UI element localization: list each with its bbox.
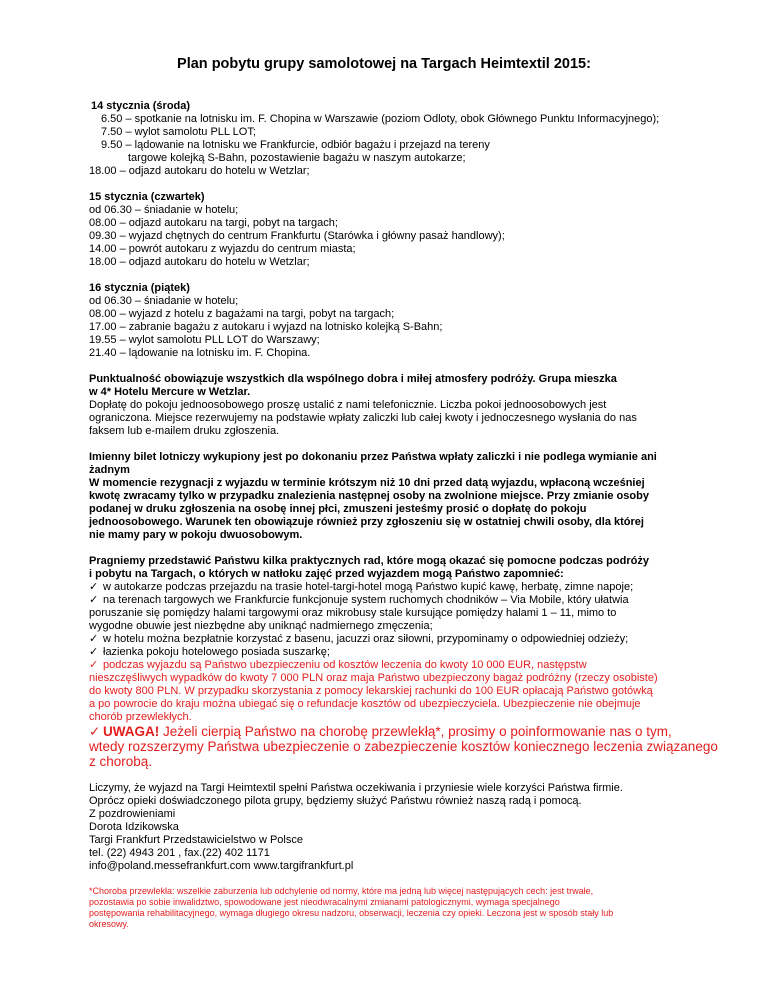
paragraph-line: i pobytu na Targach, o których w natłoku zajęć przed wyjazdem mogą Państwo zapomnieć: — [89, 568, 564, 580]
paragraph-line: w 4* Hotelu Mercure w Wetzlar. — [89, 386, 251, 398]
insurance-tip: ✓ podczas wyjazdu są Państwo ubezpieczeniu od kosztów leczenia do kwoty 10 000 EUR, następstw — [89, 659, 587, 671]
warning-notice: ✓ UWAGA! Jeżeli cierpią Państwo na chorobę przewlekłą*, prosimy o poinformowanie nas o tym, — [89, 724, 672, 739]
schedule-line: od 06.30 – śniadanie w hotelu; — [89, 204, 239, 216]
schedule-line: 9.50 – lądowanie na lotnisku we Frankfurcie, odbiór bagażu i przejazd na tereny — [101, 139, 490, 151]
footnote-line: *Choroba przewlekła: wszelkie zaburzenia lub odchylenie od normy, które ma jedną lub więcej następujących cech: jest trwałe, — [89, 886, 594, 896]
paragraph-line: ograniczona. Miejsce rezerwujemy na podstawie wpłaty zaliczki lub całej kwoty i jednoczesnego wysłania do nas — [89, 412, 637, 424]
schedule-line: 18.00 – odjazd autokaru do hotelu w Wetzlar; — [89, 165, 310, 177]
signature-greeting: Z pozdrowieniami — [89, 808, 176, 820]
tip-item-continued: wygodne obuwie jest niezbędne aby uniknąć nadmiernego zmęczenia; — [89, 620, 433, 632]
day-2-schedule — [89, 191, 689, 269]
tip-item: ✓ w hotelu można bezpłatnie korzystać z basenu, jacuzzi oraz siłowni, przypominamy o odpowiedniej odzieży; — [89, 633, 629, 645]
warning-notice-continued: wtedy rozszerzymy Państwa ubezpieczenie o zabezpieczenie kosztów koniecznego leczenia związanego — [89, 739, 718, 754]
checkmark-icon: ✓ — [89, 659, 99, 671]
insurance-tip-continued: nieszczęśliwych wypadków do kwoty 7 000 PLN oraz maja Państwo ubezpieczony bagaż podróżny (rzeczy osobiste) — [89, 672, 658, 684]
schedule-line: od 06.30 – śniadanie w hotelu; — [89, 295, 239, 307]
schedule-line: 18.00 – odjazd autokaru do hotelu w Wetzlar; — [89, 256, 310, 268]
closing-section — [89, 782, 689, 873]
schedule-line: 7.50 – wylot samolotu PLL LOT; — [101, 126, 256, 138]
insurance-tip-continued: a po powrocie do kraju można ubiegać się o refundacje kosztów od ubezpieczyciela. Ubezpieczenie nie obejmuje — [89, 698, 641, 710]
paragraph-line: Pragniemy przedstawić Państwu kilka praktycznych rad, które mogą okazać się pomocne podczas podróży — [89, 555, 649, 567]
contact-phone-fax: tel. (22) 4943 201 , fax.(22) 402 1171 — [89, 847, 270, 859]
day-heading: 16 stycznia (piątek) — [89, 282, 190, 294]
closing-line: Liczymy, że wyjazd na Targi Heimtextil spełni Państwa oczekiwania i przyniesie wiele korzyści Państwa firmie. — [89, 782, 623, 794]
signature-company: Targi Frankfurt Przedstawicielstwo w Polsce — [89, 834, 303, 846]
paragraph-line: faksem lub e-mailem druku zgłoszenia. — [89, 425, 280, 437]
paragraph-line: kwotę zwracamy tylko w przypadku znalezienia następnej osoby na zwolnione miejsce. Przy zmianie osoby — [89, 490, 649, 502]
practical-tips — [89, 555, 718, 769]
warning-notice-continued: z chorobą. — [89, 754, 153, 769]
paragraph-line: żadnym — [89, 464, 130, 476]
closing-line: Oprócz opieki doświadczonego pilota grupy, będziemy służyć Państwu również naszą radą i pomocą. — [89, 795, 582, 807]
checkmark-icon: ✓ — [89, 594, 99, 606]
schedule-line: 08.00 – wyjazd z hotelu z bagażami na targi, pobyt na targach; — [89, 308, 395, 320]
signature-name: Dorota Idzikowska — [89, 821, 179, 833]
hotel-info-paragraph — [89, 373, 689, 438]
paragraph-line: jednoosobowego. Warunek ten obowiązuje również przy zgłoszeniu się w ostatniej chwili osoby, dla której — [89, 516, 644, 528]
schedule-line: 6.50 – spotkanie na lotnisku im. F. Chopina w Warszawie (poziom Odloty, obok Głównego Punktu Informacyjnego); — [101, 113, 660, 125]
footnote-line: okresowy. — [89, 919, 129, 929]
schedule-line: 14.00 – powrót autokaru z wyjazdu do centrum miasta; — [89, 243, 356, 255]
paragraph-line: W momencie rezygnacji z wyjazdu w terminie krótszym niż 10 dni przed datą wyjazdu, wpłaconą wcześniej — [89, 477, 645, 489]
day-3-schedule — [89, 282, 689, 360]
tip-item: ✓ łazienka pokoju hotelowego posiada suszarkę; — [89, 646, 330, 658]
footnote — [89, 886, 689, 930]
footnote-line: postępowania rehabilitacyjnego, wymaga długiego okresu nadzoru, obserwacji, leczenia czy opieki. Leczona jest w sposób stały lub — [89, 908, 614, 918]
insurance-tip-continued: do kwoty 800 PLN. W przypadku skorzystania z pomocy lekarskiej rachunki do 100 EUR opłacają Państwo gotówką — [89, 685, 653, 697]
warning-label: UWAGA! — [103, 724, 160, 739]
schedule-line: 17.00 – zabranie bagażu z autokaru i wyjazd na lotnisko kolejką S-Bahn; — [89, 321, 443, 333]
checkmark-icon: ✓ — [89, 633, 99, 645]
schedule-line: targowe kolejką S-Bahn, pozostawienie bagażu w naszym autokarze; — [128, 152, 466, 164]
ticket-policy-paragraph — [89, 451, 689, 542]
schedule-line: 08.00 – odjazd autokaru na targi, pobyt na targach; — [89, 217, 338, 229]
paragraph-line: Dopłatę do pokoju jednoosobowego proszę ustalić z nami telefonicznie. Liczba pokoi jednoosobowych jest — [89, 399, 607, 411]
day-1-schedule — [89, 100, 689, 178]
page-title: Plan pobytu grupy samolotowej na Targach Heimtextil 2015: — [177, 56, 591, 72]
day-heading: 14 stycznia (środa) — [91, 100, 191, 112]
document-body — [89, 100, 718, 930]
schedule-line: 09.30 – wyjazd chętnych do centrum Frankfurtu (Starówka i główny pasaż handlowy); — [89, 230, 505, 242]
checkmark-icon: ✓ — [89, 581, 99, 593]
tip-item: ✓ na terenach targowych we Frankfurcie funkcjonuje system ruchomych chodników – Via Mobile, który ułatwia — [89, 594, 629, 606]
checkmark-icon: ✓ — [89, 724, 101, 739]
insurance-tip-continued: chorób przewlekłych. — [89, 711, 192, 723]
footnote-line: pozostawia po sobie inwalidztwo, spowodowane jest nieodwracalnymi zmianami patologicznymi, wymaga specjalnego — [89, 897, 560, 907]
schedule-line: 21.40 – lądowanie na lotnisku im. F. Chopina. — [89, 347, 311, 359]
paragraph-line: nie mamy pary w pokoju dwuosobowym. — [89, 529, 303, 541]
contact-email-web: info@poland.messefrankfurt.com www.targifrankfurt.pl — [89, 860, 354, 872]
tip-item-continued: poruszanie się pomiędzy halami targowymi oraz mikrobusy stale kursujące pomiędzy halami 1 – 11, mimo to — [89, 607, 617, 619]
day-heading: 15 stycznia (czwartek) — [89, 191, 205, 203]
checkmark-icon: ✓ — [89, 646, 99, 658]
paragraph-line: podanej w druku zgłoszenia na osobę innej płci, zmuszeni jesteśmy prosić o dopłatę do pokoju — [89, 503, 587, 515]
paragraph-line: Imienny bilet lotniczy wykupiony jest po dokonaniu przez Państwa wpłaty zaliczki i nie podlega wymianie ani — [89, 451, 657, 463]
schedule-line: 19.55 – wylot samolotu PLL LOT do Warszawy; — [89, 334, 320, 346]
tip-item: ✓ w autokarze podczas przejazdu na trasie hotel-targi-hotel mogą Państwo kupić kawę, herbatę, zimne napoje; — [89, 581, 634, 593]
paragraph-line: Punktualność obowiązuje wszystkich dla wspólnego dobra i miłej atmosfery podróży. Grupa mieszka — [89, 373, 617, 385]
